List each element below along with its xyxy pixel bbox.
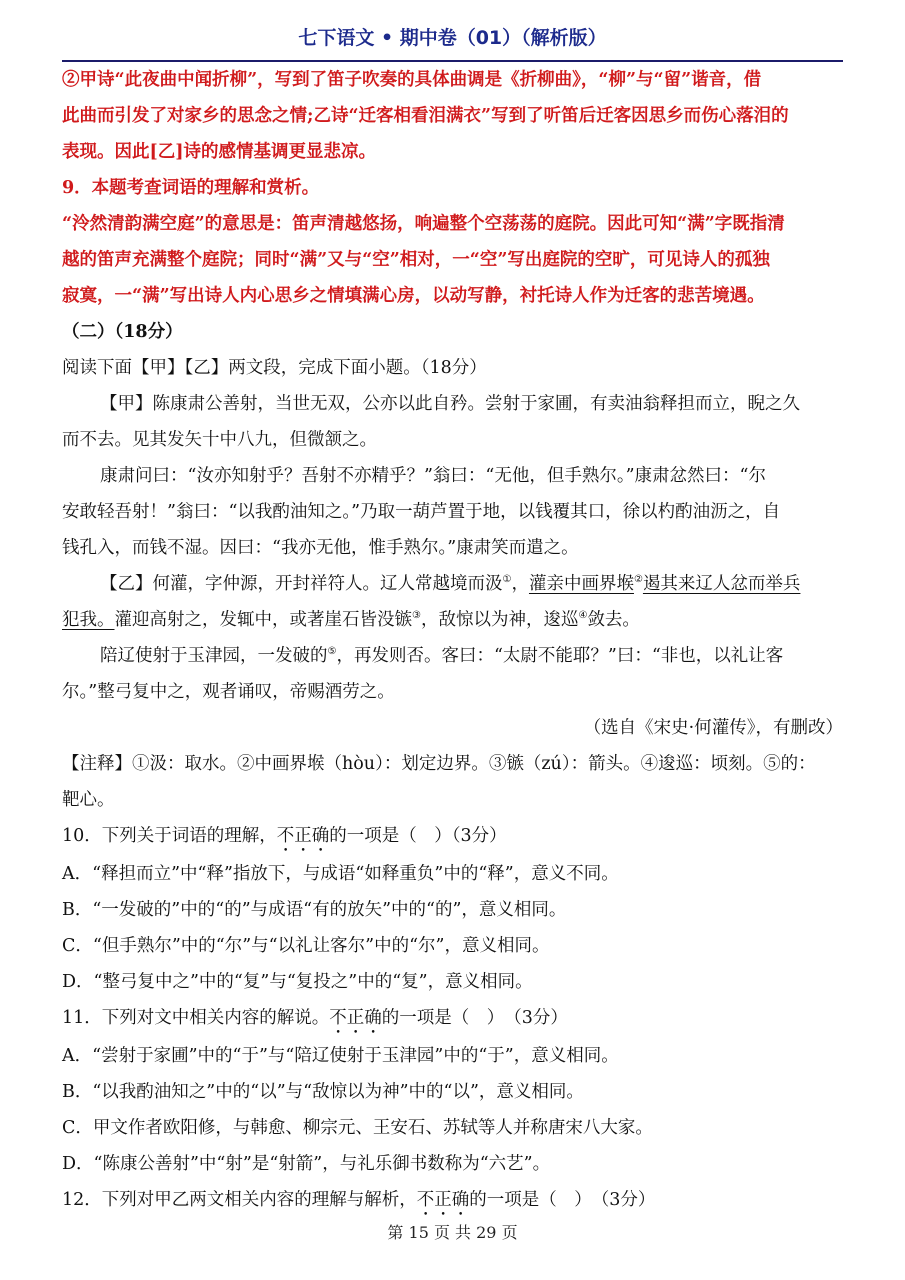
passage-text: 陪辽使射于玉津园，一发破的 xyxy=(100,646,328,666)
section-intro: 阅读下面【甲】【乙】两文段，完成下面小题。（18分） xyxy=(62,358,487,378)
passage-jia-line: 而不去。见其发矢十中八九，但微颔之。 xyxy=(62,430,377,450)
question-stem-text: 的一项是（ ） （3分） xyxy=(381,1008,568,1028)
answer8-line: 表现。因此[乙]诗的感情基调更显悲凉。 xyxy=(62,142,377,162)
question-10-option-d: D．“整弓复中之”中的“复”与“复投之”中的“复”，意义相同。 xyxy=(62,972,533,992)
passage-yi-line xyxy=(62,602,843,638)
passage-jia-line: 钱孔入，而钱不湿。因曰：“我亦无他，惟手熟尔。”康肃笑而遣之。 xyxy=(62,538,579,558)
question-stem-text: 的一项是（ ） （3分） xyxy=(469,1190,656,1210)
question-stem-text: 12．下列对甲乙两文相关内容的理解与解析， xyxy=(62,1190,417,1210)
emphasis-text: 不正确 xyxy=(276,826,330,846)
question-11-stem xyxy=(62,1000,843,1038)
passage-source: （选自《宋史·何灌传》，有删改） xyxy=(583,718,843,738)
question-11-option-d: D．“陈康公善射”中“射”是“射箭”，与礼乐御书数称为“六艺”。 xyxy=(62,1154,551,1174)
question-11-option-c: C．甲文作者欧阳修，与韩愈、柳宗元、王安石、苏轼等人并称唐宋八大家。 xyxy=(62,1118,653,1138)
question-10-option-c: C．“但手熟尔”中的“尔”与“以礼让客尔”中的“尔”，意义相同。 xyxy=(62,936,550,956)
passage-text: 灌迎高射之，发辄中，或著崖石皆没镞 xyxy=(114,610,412,630)
passage-text: 【乙】何灌，字仲源，开封祥符人。辽人常越境而汲 xyxy=(100,574,503,594)
answer9-line: 寂寞，一“满”写出诗人内心思乡之情填满心房，以动写静，衬托诗人作为迁客的悲苦境遇。 xyxy=(62,286,765,306)
passage-text: ，再发则否。客曰：“太尉不能耶？”曰：“非也，以礼让客 xyxy=(336,646,784,666)
answer9-title: 9．本题考查词语的理解和赏析。 xyxy=(62,178,320,198)
emphasis-text: 不正确 xyxy=(329,1008,382,1028)
emphasis-text: 不正确 xyxy=(416,1190,470,1210)
passage-yi-line xyxy=(62,566,843,602)
footnote-marker: ① xyxy=(502,574,512,586)
page-content xyxy=(62,62,843,1220)
answer8-line: ②甲诗“此夜曲中闻折柳”，写到了笛子吹奏的具体曲调是《折柳曲》，“柳”与“留”谐音，借 xyxy=(62,70,762,90)
question-stem-text: 10．下列关于词语的理解， xyxy=(62,826,277,846)
question-10-stem xyxy=(62,818,843,856)
passage-jia-line: 安敢轻吾射！”翁曰：“以我酌油知之。”乃取一葫芦置于地，以钱覆其口，徐以杓酌油沥之，自 xyxy=(62,502,781,522)
answer8-line: 此曲而引发了对家乡的思念之情;乙诗“迁客相看泪满衣”写到了听笛后迁客因思乡而伤心落泪的 xyxy=(62,106,789,126)
page-header xyxy=(62,18,843,62)
passage-text: 敛去。 xyxy=(587,610,640,630)
notes-line: 【注释】①汲：取水。②中画界堠（hòu）：划定边界。③镞（zú）：箭头。④逡巡：顷刻。⑤的： xyxy=(62,754,816,774)
question-11-option-a: A．“尝射于家圃”中的“于”与“陪辽使射于玉津园”中的“于”，意义相同。 xyxy=(62,1046,619,1066)
footnote-marker: ④ xyxy=(578,610,588,622)
passage-text: ， xyxy=(511,574,529,594)
passage-yi-line xyxy=(62,638,843,674)
passage-yi-line: 尔。”整弓复中之，观者诵叹，帝赐酒劳之。 xyxy=(62,682,395,702)
passage-jia-line: 康肃问曰：“汝亦知射乎？吾射不亦精乎？”翁曰：“无他，但手熟尔。”康肃忿然曰：“尔 xyxy=(100,466,766,486)
footnote-marker: ⑤ xyxy=(327,646,337,658)
underlined-sentence: 遏其来辽人忿而举兵 xyxy=(642,574,801,594)
passage-jia-line: 【甲】陈康肃公善射，当世无双，公亦以此自矜。尝射于家圃，有卖油翁释担而立，睨之久 xyxy=(100,394,800,414)
answer9-line: “泠然清韵满空庭”的意思是：笛声清越悠扬，响遍整个空荡荡的庭院。因此可知“满”字既指清 xyxy=(62,214,785,234)
question-10-option-a: A．“释担而立”中“释”指放下，与成语“如释重负”中的“释”，意义不同。 xyxy=(62,864,619,884)
answer9-line: 越的笛声充满整个庭院；同时“满”又与“空”相对，一“空”写出庭院的空旷，可见诗人的孤独 xyxy=(62,250,770,270)
header-title: 七下语文 • 期中卷（01）（解析版） xyxy=(298,27,607,49)
question-stem-text: 的一项是（ ）（3分） xyxy=(329,826,507,846)
footnote-marker: ② xyxy=(633,574,643,586)
passage-text: ，敌惊以为神，逡巡 xyxy=(420,610,579,630)
underlined-sentence: 灌亲中画界堠 xyxy=(528,574,634,594)
question-10-option-b: B．“一发破的”中的“的”与成语“有的放矢”中的“的”，意义相同。 xyxy=(62,900,567,920)
underlined-sentence: 犯我。 xyxy=(62,610,115,630)
notes-line: 靶心。 xyxy=(62,790,115,810)
question-12-stem xyxy=(62,1182,843,1220)
page-footer xyxy=(0,1220,905,1243)
page-number: 第 15 页 共 29 页 xyxy=(387,1223,518,1242)
section-heading: （二）（18分） xyxy=(62,322,183,342)
footnote-marker: ③ xyxy=(412,610,421,622)
question-stem-text: 11．下列对文中相关内容的解说。 xyxy=(62,1008,330,1028)
question-11-option-b: B．“以我酌油知之”中的“以”与“敌惊以为神”中的“以”，意义相同。 xyxy=(62,1082,584,1102)
